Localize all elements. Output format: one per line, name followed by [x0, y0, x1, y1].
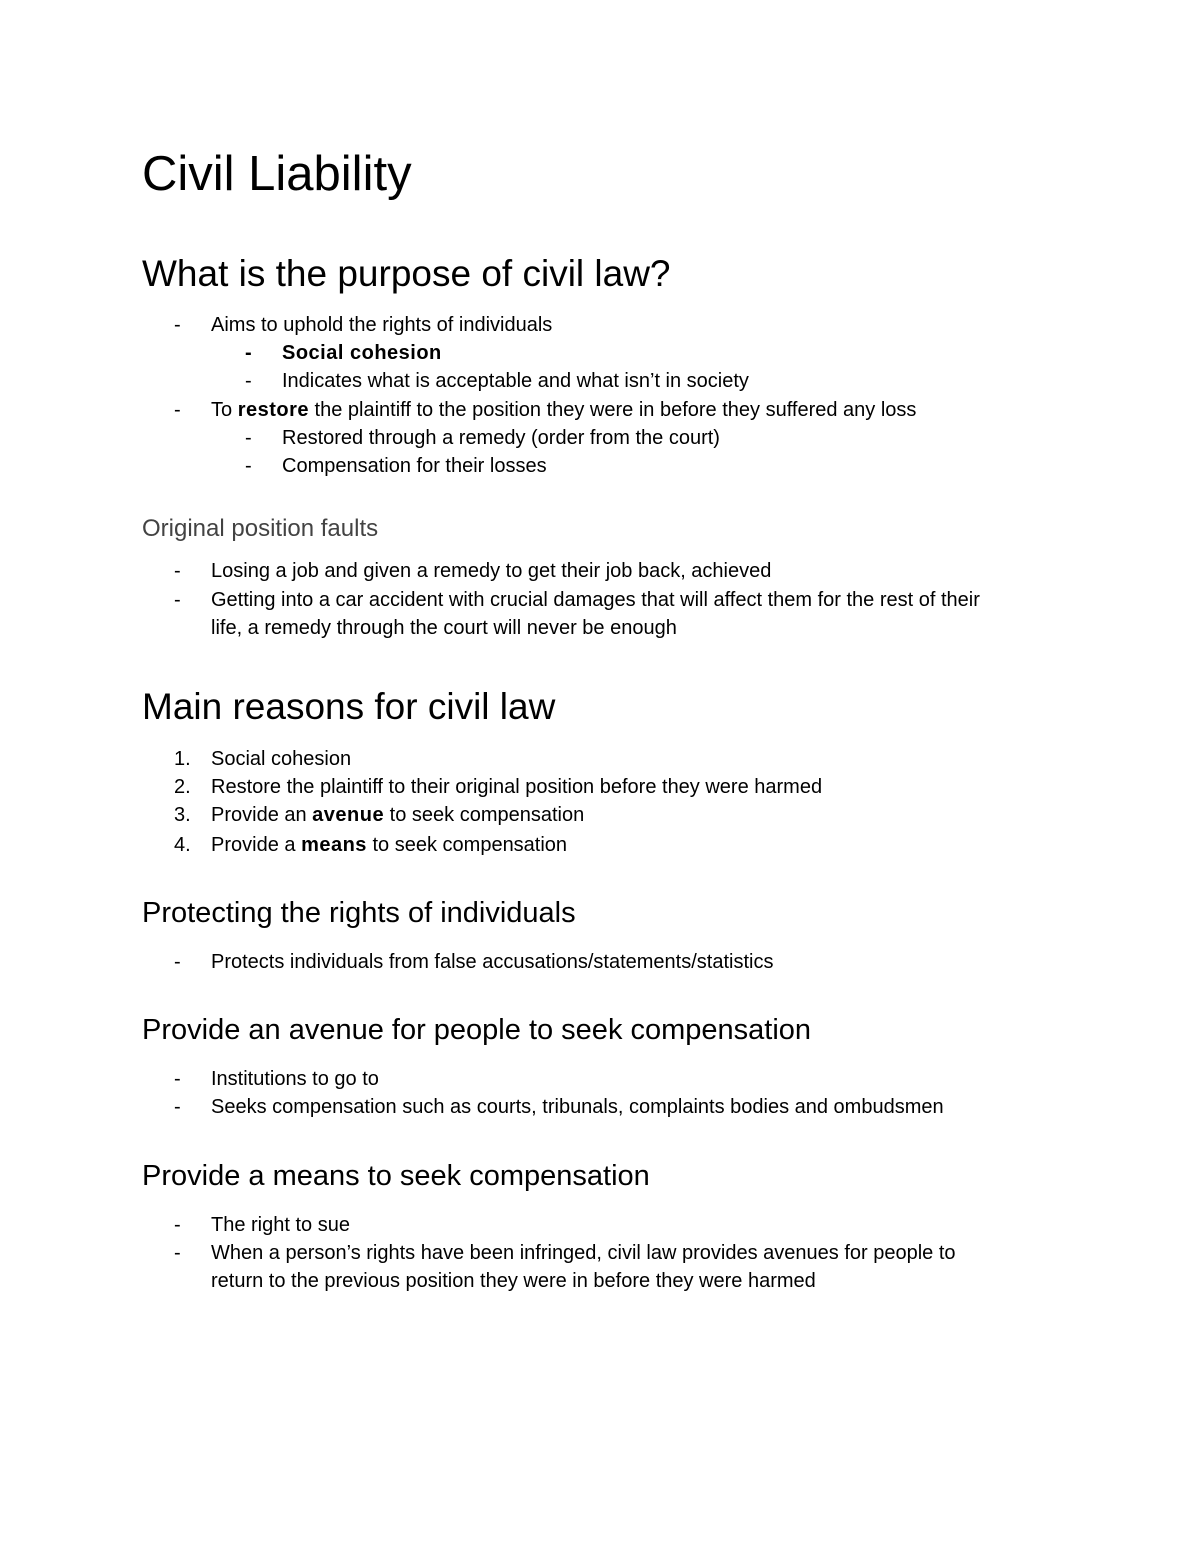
numbered-item: Restore the plaintiff to their original position before they were harmed [211, 776, 823, 798]
bullet-dash: - [174, 951, 181, 973]
bullet-dash: - [174, 1096, 181, 1118]
list-number: 4. [174, 834, 191, 856]
numbered-item: Social cohesion [211, 748, 352, 770]
list-item: Indicates what is acceptable and what isn’t in society [282, 370, 749, 392]
list-item: Institutions to go to [211, 1068, 379, 1090]
bullet-dash: - [174, 560, 181, 582]
list-item-continuation: life, a remedy through the court will never be enough [211, 617, 677, 639]
bullet-dash: - [174, 589, 181, 611]
section-heading-protecting-rights: Protecting the rights of individuals [142, 897, 576, 929]
list-number: 1. [174, 748, 191, 770]
bullet-dash: - [174, 1242, 181, 1264]
list-item: The right to sue [211, 1214, 350, 1236]
list-item: Seeks compensation such as courts, tribunals, complaints bodies and ombudsmen [211, 1096, 944, 1118]
emphasis-text: restore [237, 399, 309, 421]
list-item: Social cohesion [282, 342, 442, 364]
list-item-continuation: return to the previous position they were in before they were harmed [211, 1270, 816, 1292]
bullet-dash: - [245, 427, 252, 449]
list-item: Protects individuals from false accusations/statements/statistics [211, 951, 774, 973]
text-run: Provide an [211, 804, 313, 826]
section-heading-avenue: Provide an avenue for people to seek compensation [142, 1014, 812, 1046]
bullet-dash: - [174, 1068, 181, 1090]
list-item: Aims to uphold the rights of individuals [211, 314, 553, 336]
list-item: Getting into a car accident with crucial damages that will affect them for the rest of their [211, 589, 980, 611]
text-run: to seek compensation [366, 834, 568, 856]
section-heading-main-reasons: Main reasons for civil law [142, 686, 556, 727]
text-run: the plaintiff to the position they were in before they suffered any loss [309, 399, 917, 421]
list-item: Losing a job and given a remedy to get their job back, achieved [211, 560, 772, 582]
section-heading-purpose: What is the purpose of civil law? [142, 253, 671, 294]
bullet-dash: - [245, 342, 253, 364]
section-heading-means: Provide a means to seek compensation [142, 1160, 650, 1192]
list-number: 3. [174, 804, 191, 826]
text-run: to seek compensation [384, 804, 585, 826]
list-number: 2. [174, 776, 191, 798]
emphasis-text: means [301, 834, 367, 856]
text-run: Provide a [211, 834, 302, 856]
numbered-item [211, 801, 584, 829]
bullet-dash: - [174, 1214, 181, 1236]
subsection-heading-original-position: Original position faults [142, 515, 379, 542]
list-item: When a person’s rights have been infringed, civil law provides avenues for people to [211, 1242, 956, 1264]
bullet-dash: - [174, 314, 181, 336]
text-run: To [211, 399, 238, 421]
document-title: Civil Liability [142, 147, 412, 201]
bullet-dash: - [245, 455, 252, 477]
emphasis-text: avenue [312, 804, 385, 826]
list-item: Restored through a remedy (order from the court) [282, 427, 720, 449]
bullet-dash: - [174, 399, 181, 421]
list-item [211, 396, 916, 424]
list-item: Compensation for their losses [282, 455, 547, 477]
bullet-dash: - [245, 370, 252, 392]
numbered-item [211, 831, 567, 859]
